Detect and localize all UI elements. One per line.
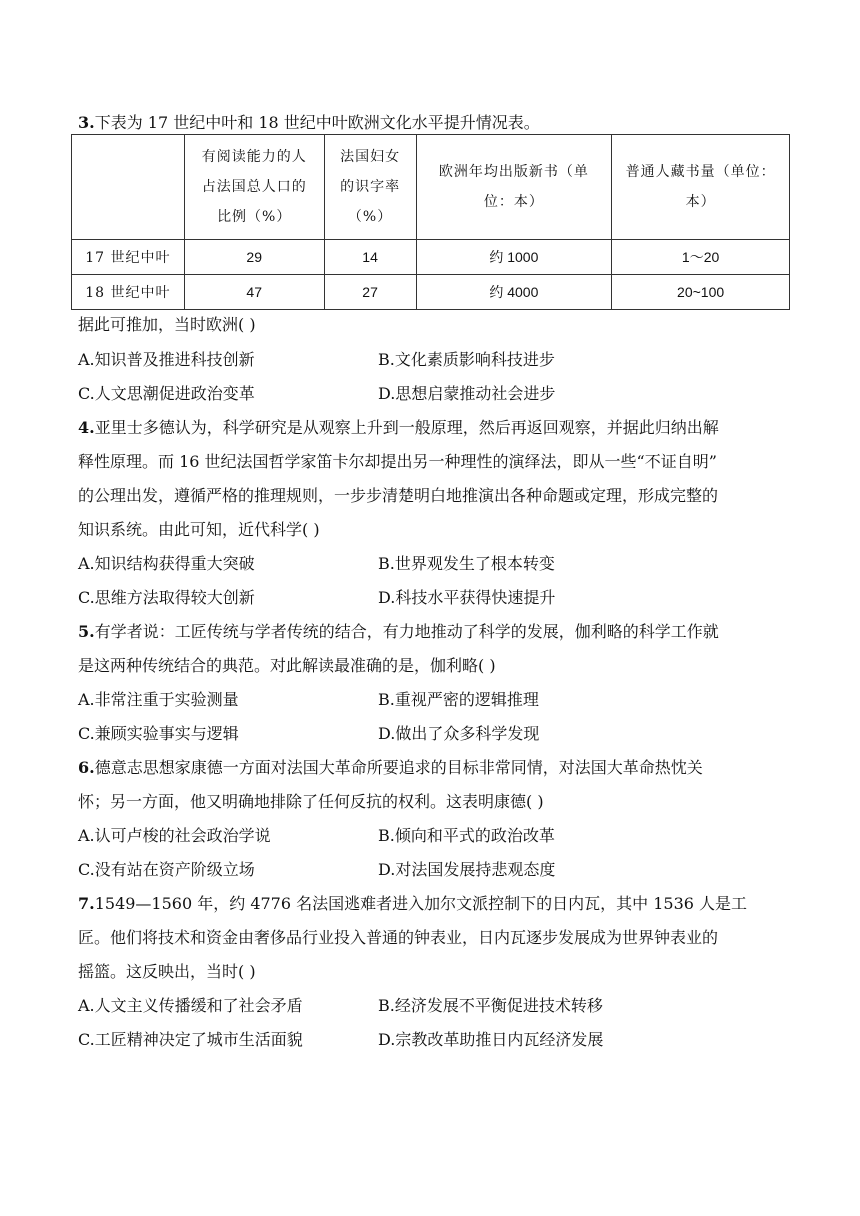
question-4-option-b[interactable]: B.世界观发生了根本转变 <box>378 554 555 573</box>
table-cell: 1～20 <box>612 240 790 275</box>
table-cell: 约 1000 <box>416 240 612 275</box>
question-3-option-a[interactable]: A.知识普及推进科技创新 <box>78 350 255 369</box>
question-3-stem: 3.下表为 17 世纪中叶和 18 世纪中叶欧洲文化水平提升情况表。 <box>78 113 540 132</box>
question-5-option-a[interactable]: A.非常注重于实验测量 <box>78 690 239 709</box>
question-7-option-b[interactable]: B.经济发展不平衡促进技术转移 <box>378 996 603 1015</box>
table-cell: 约 4000 <box>416 275 612 310</box>
table-cell: 20~100 <box>612 275 790 310</box>
table-header-new-books: 欧洲年均出版新书（单 位：本） <box>416 135 612 240</box>
question-6-stem-line: 怀；另一方面，他又明确地排除了任何反抗的权利。这表明康德( ) <box>78 792 544 811</box>
table-row-label: 18 世纪中叶 <box>72 275 185 310</box>
table-row <box>72 240 790 275</box>
question-4-stem-line: 知识系统。由此可知，近代科学( ) <box>78 520 320 539</box>
question-7-option-a[interactable]: A.人文主义传播缓和了社会矛盾 <box>78 996 303 1015</box>
question-5-option-c[interactable]: C.兼顾实验事实与逻辑 <box>78 724 239 743</box>
question-5-option-d[interactable]: D.做出了众多科学发现 <box>378 724 540 743</box>
question-6-option-c[interactable]: C.没有站在资产阶级立场 <box>78 860 255 879</box>
question-3-prompt: 据此可推加，当时欧洲( ) <box>78 315 256 334</box>
question-4-option-d[interactable]: D.科技水平获得快速提升 <box>378 588 556 607</box>
question-7-option-c[interactable]: C.工匠精神决定了城市生活面貌 <box>78 1030 303 1049</box>
question-6-stem-line: 6.德意志思想家康德一方面对法国大革命所要追求的目标非常同情，对法国大革命热忱关 <box>78 758 703 777</box>
table-header-book-collection: 普通人藏书量（单位： 本） <box>612 135 790 240</box>
question-4-option-a[interactable]: A.知识结构获得重大突破 <box>78 554 255 573</box>
table-cell: 29 <box>184 240 324 275</box>
table-row-label: 17 世纪中叶 <box>72 240 185 275</box>
question-3-option-c[interactable]: C.人文思潮促进政治变革 <box>78 384 255 403</box>
question-6-option-a[interactable]: A.认可卢梭的社会政治学说 <box>78 826 271 845</box>
question-3-option-b[interactable]: B.文化素质影响科技进步 <box>378 350 555 369</box>
question-4-stem-line: 的公理出发，遵循严格的推理规则，一步步清楚明白地推演出各种命题或定理，形成完整的 <box>78 486 719 505</box>
table-cell: 27 <box>324 275 416 310</box>
question-6-option-d[interactable]: D.对法国发展持悲观态度 <box>378 860 556 879</box>
table-row <box>72 275 790 310</box>
table-header-corner <box>72 135 185 240</box>
question-7-option-d[interactable]: D.宗教改革助推日内瓦经济发展 <box>378 1030 604 1049</box>
question-3-option-d[interactable]: D.思想启蒙推动社会进步 <box>378 384 556 403</box>
table-header-women-literacy: 法国妇女 的识字率 （%） <box>324 135 416 240</box>
question-6-option-b[interactable]: B.倾向和平式的政治改革 <box>378 826 555 845</box>
question-7-stem-line: 匠。他们将技术和资金由奢侈品行业投入普通的钟表业，日内瓦逐步发展成为世界钟表业的 <box>78 928 719 947</box>
question-7-stem-line: 摇篮。这反映出，当时( ) <box>78 962 256 981</box>
question-5-option-b[interactable]: B.重视严密的逻辑推理 <box>378 690 539 709</box>
question-5-stem-line: 是这两种传统结合的典范。对此解读最准确的是，伽利略( ) <box>78 656 496 675</box>
table-cell: 47 <box>184 275 324 310</box>
question-4-stem-line: 4.亚里士多德认为，科学研究是从观察上升到一般原理，然后再返回观察，并据此归纳出解 <box>78 418 719 437</box>
question-4-stem-line: 释性原理。而 16 世纪法国哲学家笛卡尔却提出另一种理性的演绎法，即从一些“不证自明” <box>78 452 717 471</box>
table-header-row <box>72 135 790 240</box>
question-4-option-c[interactable]: C.思维方法取得较大创新 <box>78 588 255 607</box>
question-5-stem-line: 5.有学者说：工匠传统与学者传统的结合，有力地推动了科学的发展，伽利略的科学工作就 <box>78 622 719 641</box>
table-cell: 14 <box>324 240 416 275</box>
question-7-stem-line: 7.1549—1560 年，约 4776 名法国逃难者进入加尔文派控制下的日内瓦，其中 1536 人是工 <box>78 894 748 913</box>
culture-level-table <box>71 134 790 310</box>
table-header-reading-ratio: 有阅读能力的人 占法国总人口的 比例（%） <box>184 135 324 240</box>
